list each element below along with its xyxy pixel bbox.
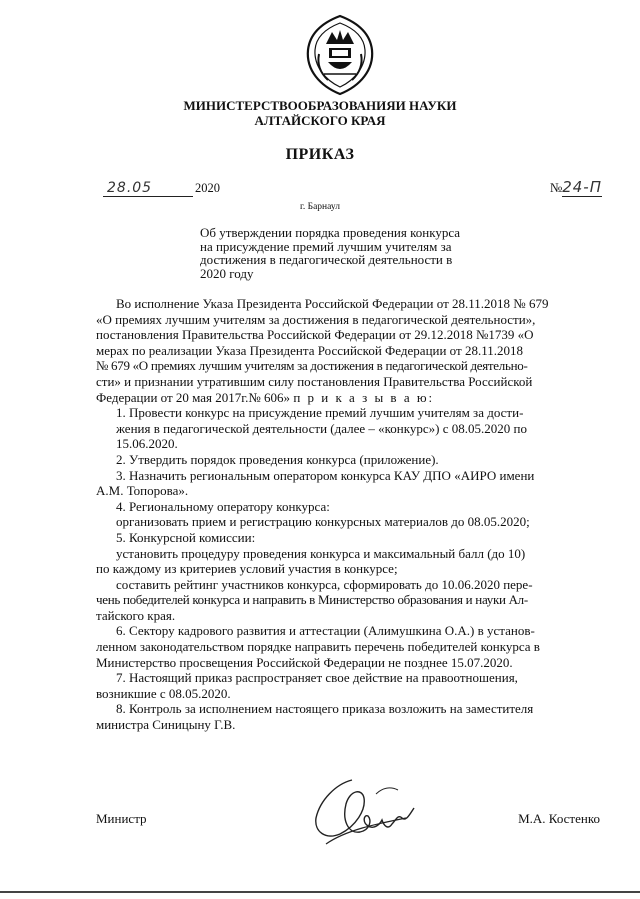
ministry-name-line2: АЛТАЙСКОГО КРАЯ bbox=[254, 113, 386, 128]
handwritten-date: 28.05 bbox=[103, 180, 193, 197]
body-line: установить процедуру проведения конкурса и максимальный балл (до 10) bbox=[116, 545, 526, 561]
body-line: постановления Правительства Российской Федерации от 29.12.2018 №1739 «О bbox=[96, 327, 534, 343]
document-date bbox=[103, 180, 220, 197]
body-line: организовать прием и регистрацию конкурсных материалов до 08.05.2020; bbox=[116, 514, 530, 530]
subject-line: 2020 году bbox=[200, 265, 254, 281]
body-line: Министерство просвещения Российской Федерации не позднее 15.07.2020. bbox=[96, 654, 513, 670]
body-line: жения в педагогической деятельности (далее – «конкурс») с 08.05.2020 по bbox=[116, 420, 527, 436]
order-word: п р и к а з ы в а ю: bbox=[293, 389, 435, 405]
body-line: министра Синицыну Г.В. bbox=[96, 717, 236, 733]
signature-icon bbox=[306, 774, 418, 848]
subject-line: достижения в педагогической деятельности в bbox=[200, 252, 453, 268]
body-line: ленном законодательством порядке направить перечень победителей конкурса в bbox=[96, 639, 540, 655]
order-item: 1. Провести конкурс на присуждение премий лучшим учителям за дости- bbox=[116, 405, 524, 421]
order-item: 8. Контроль за исполнением настоящего приказа возложить на заместителя bbox=[116, 701, 534, 717]
document-title: ПРИКАЗ bbox=[285, 146, 355, 163]
order-item: 3. Назначить региональным оператором конкурса КАУ ДПО «АИРО имени bbox=[116, 467, 535, 483]
body-line: № 679 «О премиях лучшим учителям за достижения в педагогической деятельно- bbox=[96, 358, 528, 374]
body-line bbox=[96, 390, 600, 406]
body-line: составить рейтинг участников конкурса, сформировать до 10.06.2020 пере- bbox=[116, 576, 533, 592]
order-item: 2. Утвердить порядок проведения конкурса (приложение). bbox=[116, 451, 439, 467]
order-item: 6. Сектору кадрового развития и аттестации (Алимушкина О.А.) в установ- bbox=[116, 623, 535, 639]
page-bottom-edge bbox=[0, 891, 640, 893]
body-line: возникшие с 08.05.2020. bbox=[96, 685, 231, 701]
body-line: «О премиях лучшим учителям за достижения в педагогической деятельности», bbox=[96, 311, 536, 327]
body-line: Во исполнение Указа Президента Российской Федерации от 28.11.2018 № 679 bbox=[116, 296, 549, 311]
order-item: 7. Настоящий приказ распространяет свое действие на правоотношения, bbox=[116, 670, 518, 686]
coat-of-arms-icon bbox=[302, 14, 378, 96]
document-subject bbox=[200, 226, 504, 280]
ministry-name-line1: МИНИСТЕРСТВООБРАЗОВАНИЯИ НАУКИ bbox=[183, 98, 457, 113]
order-item: 4. Региональному оператору конкурса: bbox=[116, 498, 330, 514]
subject-line: Об утверждении порядка проведения конкурса bbox=[200, 225, 461, 240]
number-prefix: № bbox=[549, 180, 563, 195]
body-line: чень победителей конкурса и направить в Министерство образования и науки Ал- bbox=[96, 592, 528, 608]
subject-line: на присуждение премий лучшим учителям за bbox=[200, 238, 452, 254]
body-line: сти» и признании утратившим силу постановления Правительства Российской bbox=[96, 373, 533, 389]
document-body bbox=[96, 296, 600, 733]
body-text: Федерации от 20 мая 2017г.№ 606» bbox=[96, 389, 291, 405]
handwritten-number: 24-П bbox=[562, 178, 602, 196]
document-city: г. Барнаул bbox=[300, 202, 340, 212]
body-line: тайского края. bbox=[96, 607, 176, 623]
body-line: по каждому из критериев условий участия в конкурсе; bbox=[96, 561, 398, 577]
document-number bbox=[550, 178, 602, 196]
signer-role: Министр bbox=[96, 811, 147, 826]
date-year: 2020 bbox=[195, 181, 220, 195]
body-line: 15.06.2020. bbox=[116, 436, 178, 452]
signer-name: М.А. Костенко bbox=[518, 811, 600, 826]
body-line: А.М. Топорова». bbox=[96, 483, 189, 499]
body-line: мерах по реализации Указа Президента Российской Федерации от 28.11.2018 bbox=[96, 342, 523, 358]
order-item: 5. Конкурсной комиссии: bbox=[116, 529, 256, 545]
